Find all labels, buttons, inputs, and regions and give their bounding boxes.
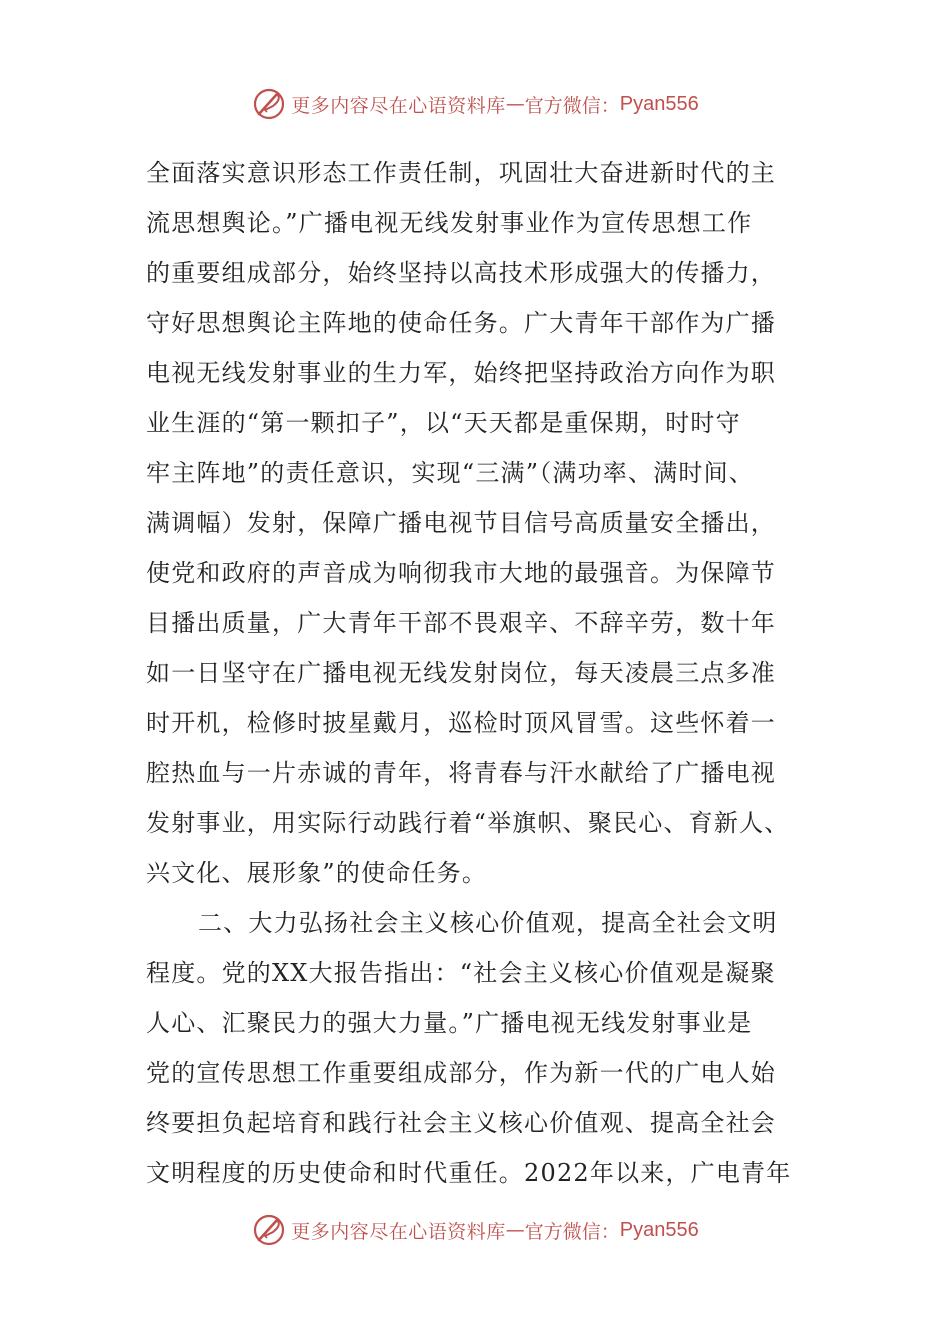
text-line: 的重要组成部分，始终坚持以高技术形成强大的传播力， <box>146 259 776 287</box>
text-line: 如一日坚守在广播电视无线发射岗位，每天凌晨三点多准 <box>146 659 776 687</box>
text-line: 时开机，检修时披星戴月，巡检时顶风冒雪。这些怀着一 <box>146 709 776 737</box>
text-line: 程度。党的XX大报告指出：“社会主义核心价值观是凝聚 <box>146 959 776 987</box>
text-line: 流思想舆论。”广播电视无线发射事业作为宣传思想工作 <box>146 209 753 237</box>
banner-separator: — <box>505 1219 525 1241</box>
banner-wechat-label: 官方微信： <box>524 94 620 117</box>
text-line: 全面落实意识形态工作责任制，巩固壮大奋进新时代的主 <box>146 159 776 187</box>
banner-text: 更多内容尽在心语资料库 <box>291 1220 506 1243</box>
text-line: 党的宣传思想工作重要组成部分，作为新一代的广电人始 <box>146 1059 776 1087</box>
quill-logo-icon <box>251 86 287 122</box>
banner-wechat-label: 官方微信： <box>524 1220 620 1243</box>
document-body <box>146 148 796 1198</box>
text-line: 文明程度的历史使命和时代重任。2022年以来，广电青年 <box>146 1159 792 1187</box>
section-heading-line: 二、大力弘扬社会主义核心价值观，提高全社会文明 <box>198 909 778 937</box>
text-line: 目播出质量，广大青年干部不畏艰辛、不辞辛劳，数十年 <box>146 609 776 637</box>
quill-logo-icon <box>251 1212 287 1248</box>
text-line: 使党和政府的声音成为响彻我市大地的最强音。为保障节 <box>146 559 776 587</box>
text-line: 终要担负起培育和践行社会主义核心价值观、提高全社会 <box>146 1109 776 1137</box>
text-line: 电视无线发射事业的生力军，始终把坚持政治方向作为职 <box>146 359 776 387</box>
text-line: 满调幅）发射，保障广播电视节目信号高质量安全播出， <box>146 509 776 537</box>
banner-wechat-id: Pyan556 <box>619 92 699 115</box>
banner-separator: — <box>505 93 525 115</box>
header-banner <box>0 84 950 124</box>
text-line: 业生涯的“第一颗扣子”，以“天天都是重保期，时时守 <box>146 409 741 437</box>
text-line: 发射事业，用实际行动践行着“举旗帜、聚民心、育新人、 <box>146 809 790 837</box>
text-line: 人心、汇聚民力的强大力量。”广播电视无线发射事业是 <box>146 1009 753 1037</box>
text-line: 牢主阵地”的责任意识，实现“三满”（满功率、满时间、 <box>146 459 755 487</box>
text-line: 兴文化、展形象”的使命任务。 <box>146 859 488 887</box>
footer-banner <box>0 1210 950 1250</box>
text-line: 腔热血与一片赤诚的青年，将青春与汗水献给了广播电视 <box>146 759 776 787</box>
text-line: 守好思想舆论主阵地的使命任务。广大青年干部作为广播 <box>146 309 776 337</box>
banner-wechat-id: Pyan556 <box>619 1218 699 1241</box>
banner-text: 更多内容尽在心语资料库 <box>291 94 506 117</box>
